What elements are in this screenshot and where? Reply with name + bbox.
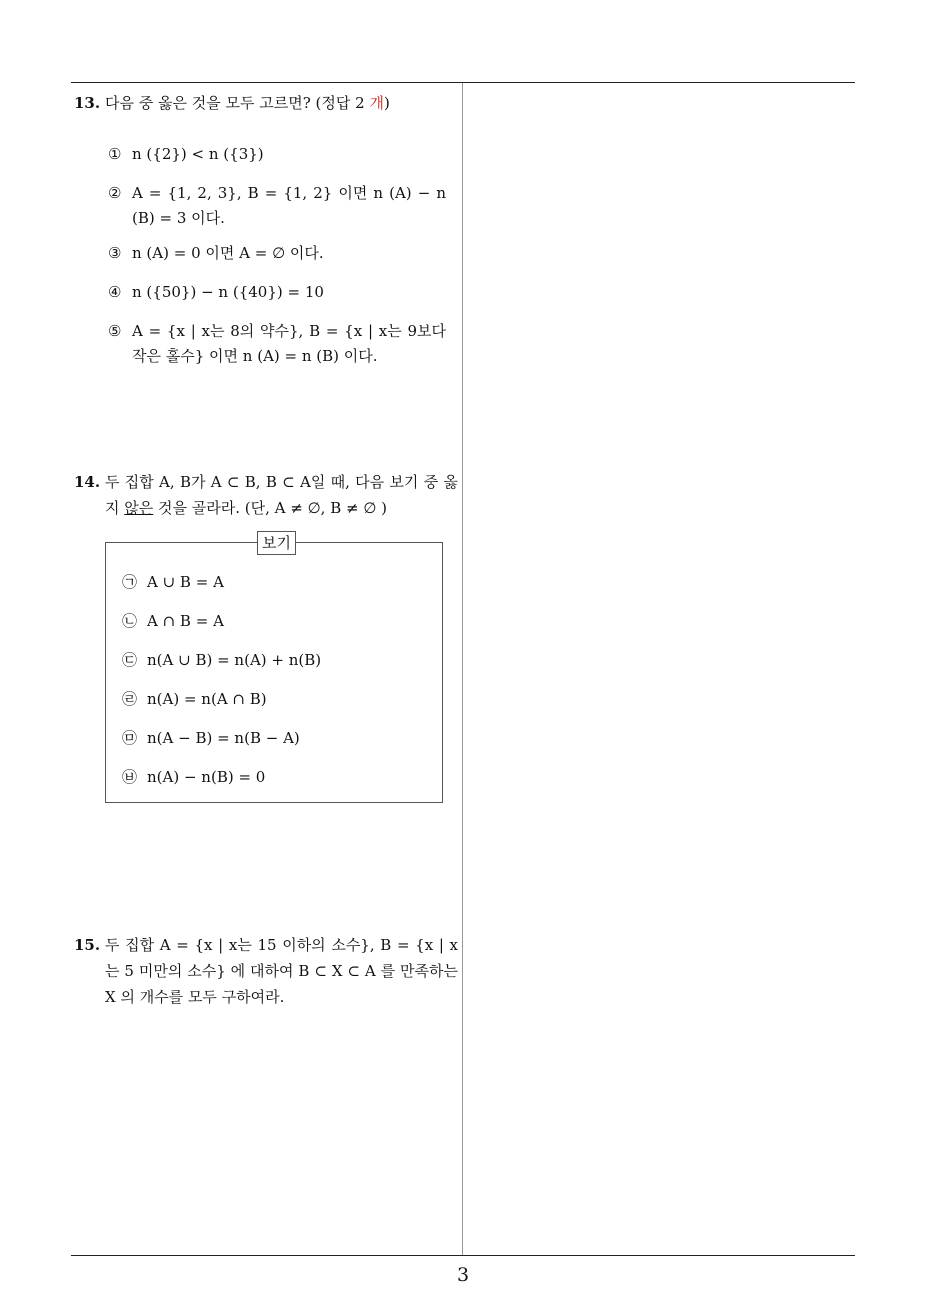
choice-mark: ③ [108,244,122,262]
page-number: 3 [456,1264,470,1286]
question-text-end: ) [383,94,390,112]
item-text: n(A) − n(B) = 0 [147,768,266,786]
bogi-item-4 [122,686,321,725]
problem-14-number: 14. [74,473,101,491]
top-rule [71,82,855,83]
item-text: n(A ∪ B) = n(A) + n(B) [147,651,322,669]
bogi-box [105,534,443,803]
item-text: n(A) = n(A ∩ B) [147,690,267,708]
choice-text: n ({50}) − n ({40}) = 10 [132,283,324,301]
question-text: 다음 중 옳은 것을 모두 고르면? (정답 2 [105,94,370,112]
problem-13 [74,90,458,379]
choice-mark: ④ [108,283,122,301]
choice-2[interactable] [108,181,458,231]
answer-count-highlight: 개 [369,94,384,112]
item-text: A ∪ B = A [147,573,224,591]
underlined-word: 않은 [124,499,154,517]
item-mark: ㉥ [122,768,138,786]
problem-15 [74,932,458,1010]
problem-13-number: 13. [74,94,101,112]
choice-text: A = {1, 2, 3}, B = {1, 2} 이면 n (A) − n (B) = 3 이다. [132,184,446,227]
bogi-item-1 [122,569,321,608]
bogi-label: 보기 [257,531,296,555]
problem-14-question [105,469,458,521]
problem-14 [74,469,458,786]
bogi-item-6 [122,764,321,803]
item-text: A ∩ B = A [147,612,224,630]
problem-15-number: 15. [74,936,101,954]
choice-text: n (A) = 0 이면 A = ∅ 이다. [132,244,324,262]
bogi-item-3 [122,647,321,686]
question-text-end: 것을 골라라. (단, A ≠ ∅, B ≠ ∅ ) [153,499,388,517]
choice-text: A = {x | x는 8의 약수}, B = {x | x는 9보다 작은 홀수} 이면 n (A) = n (B) 이다. [132,322,446,365]
choice-4[interactable] [108,280,458,305]
problem-13-choices [108,142,458,369]
item-mark: ㉢ [122,651,138,669]
item-mark: ㉠ [122,573,138,591]
choice-5[interactable] [108,319,458,369]
choice-mark: ② [108,184,122,202]
item-mark: ㉡ [122,612,138,630]
item-text: n(A − B) = n(B − A) [147,729,300,747]
bottom-rule [71,1255,855,1256]
problem-13-head [74,90,458,116]
problem-15-head [74,932,458,1010]
bogi-item-2 [122,608,321,647]
problem-14-head [74,469,458,521]
bogi-items [122,569,321,803]
choice-text: n ({2}) < n ({3}) [132,145,264,163]
question-text: 두 집합 A, B가 A ⊂ B, B ⊂ A일 때, 다음 보기 중 옳지 [105,473,458,517]
choice-3[interactable] [108,241,458,266]
choice-1[interactable] [108,142,458,167]
column-divider [462,83,463,1255]
choice-mark: ⑤ [108,322,122,340]
problem-15-question: 두 집합 A = {x | x는 15 이하의 소수}, B = {x | x는 5 미만의 소수} 에 대하여 B ⊂ X ⊂ A 를 만족하는 X 의 개수를 모두 구하여라. [105,936,458,1006]
choice-mark: ① [108,145,122,163]
problem-13-question [105,90,458,116]
item-mark: ㉤ [122,729,138,747]
bogi-item-5 [122,725,321,764]
item-mark: ㉣ [122,690,138,708]
